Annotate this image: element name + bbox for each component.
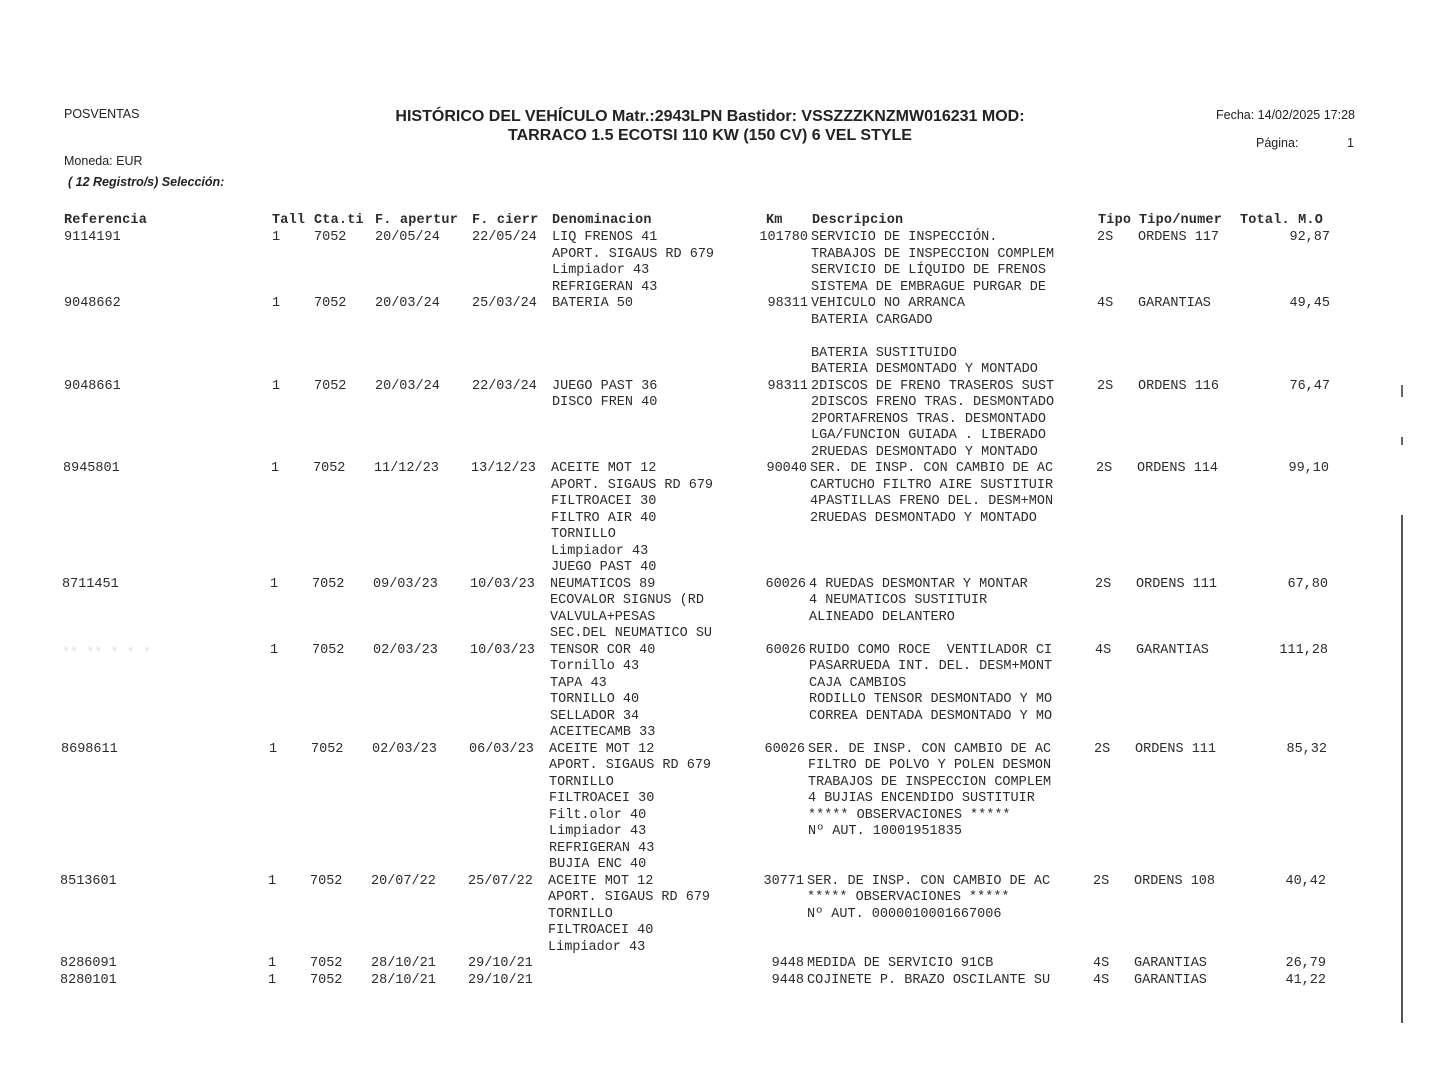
- total-cell: 49,45: [1289, 296, 1330, 311]
- total-cell: 92,87: [1289, 230, 1330, 245]
- km-cell: 60026: [765, 642, 806, 658]
- apertura-date-cell: 09/03/23: [373, 576, 438, 592]
- denominacion-line: APORT. SIGAUS RD 679: [548, 890, 711, 905]
- currency-label: Moneda: EUR: [64, 154, 143, 168]
- km-cell: 98311: [767, 378, 808, 394]
- descripcion-line: 2DISCOS DE FRENO TRASEROS SUST: [811, 378, 1055, 394]
- denominacion-line: ACEITECAMB 33: [550, 725, 656, 740]
- tipo-numero-cell: GARANTIAS: [1138, 296, 1211, 311]
- descripcion-line: RUIDO COMO ROCE VENTILADOR CI: [809, 642, 1053, 658]
- tipo-numero-cell: GARANTIAS: [1134, 972, 1207, 988]
- apertura-date-cell: 20/07/22: [371, 873, 436, 889]
- tall-cell: 1: [268, 972, 277, 988]
- denominacion-line: BUJIA ENC 40: [549, 857, 647, 872]
- denominacion-line: Limpiador 43: [549, 824, 647, 839]
- descripcion-line: RODILLO TENSOR DESMONTADO Y MO: [809, 692, 1053, 707]
- denominacion-line: ECOVALOR SIGNUS (RD: [550, 593, 704, 608]
- denominacion-line: TAPA 43: [550, 675, 607, 691]
- reference-cell: 8513601: [60, 873, 117, 889]
- cta-cell: 7052: [310, 873, 343, 889]
- total-cell: 41,22: [1285, 972, 1326, 988]
- col-header-tall: Tall: [272, 213, 306, 228]
- descripcion-line: 2DISCOS FRENO TRAS. DESMONTADO: [811, 395, 1055, 410]
- denominacion-line: JUEGO PAST 40: [551, 560, 657, 575]
- apertura-date-cell: 02/03/23: [372, 741, 437, 757]
- apertura-date-cell: 28/10/21: [371, 972, 436, 988]
- reference-cell: 8945801: [63, 461, 120, 476]
- tall-cell: 1: [269, 741, 278, 757]
- col-header-descripcion: Descripcion: [812, 213, 904, 228]
- scan-mark: [1401, 385, 1403, 397]
- apertura-date-cell: 28/10/21: [371, 956, 436, 971]
- descripcion-line: 4PASTILLAS FRENO DEL. DESM+MON: [810, 494, 1054, 509]
- denominacion-line: NEUMATICOS 89: [550, 576, 656, 592]
- tipo-cell: 4S: [1093, 972, 1110, 988]
- tipo-numero-cell: ORDENS 114: [1137, 461, 1219, 476]
- col-header-cta: Cta.ti: [314, 213, 364, 228]
- descripcion-line: CARTUCHO FILTRO AIRE SUSTITUIR: [810, 477, 1054, 493]
- tall-cell: 1: [268, 873, 277, 889]
- col-header-denominacion: Denominacion: [552, 213, 652, 228]
- reference-cell: 8711451: [62, 576, 119, 592]
- denominacion-line: SEC.DEL NEUMATICO SU: [550, 626, 713, 641]
- cierre-date-cell: 29/10/21: [468, 956, 533, 971]
- denominacion-line: SELLADOR 34: [550, 708, 640, 724]
- cierre-date-cell: 10/03/23: [470, 576, 535, 592]
- descripcion-line: BATERIA DESMONTADO Y MONTADO: [811, 362, 1038, 377]
- km-cell: 9448: [771, 972, 804, 988]
- descripcion-line: SERVICIO DE INSPECCIÓN.: [811, 230, 998, 245]
- denominacion-line: FILTROACEI 40: [548, 923, 654, 938]
- redacted-reference: ·· ·· · · ·: [62, 642, 152, 658]
- total-cell: 26,79: [1285, 956, 1326, 971]
- cta-cell: 7052: [314, 230, 347, 245]
- col-header-total: Total. M.O: [1240, 213, 1324, 228]
- denominacion-line: ACEITE MOT 12: [548, 873, 654, 889]
- descripcion-line: VEHICULO NO ARRANCA: [811, 296, 965, 311]
- tipo-cell: 2S: [1097, 230, 1114, 245]
- apertura-date-cell: 20/03/24: [375, 296, 440, 311]
- descripcion-line: Nº AUT. 10001951835: [808, 824, 962, 839]
- cierre-date-cell: 25/07/22: [468, 873, 533, 889]
- descripcion-line: LGA/FUNCION GUIADA . LIBERADO: [811, 428, 1046, 443]
- km-cell: 30771: [763, 873, 804, 889]
- denominacion-line: LIQ FRENOS 41: [552, 230, 658, 245]
- cierre-date-cell: 25/03/24: [472, 296, 537, 311]
- descripcion-line: ALINEADO DELANTERO: [809, 609, 955, 625]
- descripcion-line: COJINETE P. BRAZO OSCILANTE SU: [807, 972, 1051, 988]
- descripcion-line: 4 BUJIAS ENCENDIDO SUSTITUIR: [808, 791, 1035, 806]
- total-cell: 67,80: [1287, 576, 1328, 592]
- cta-cell: 7052: [313, 461, 346, 476]
- denominacion-line: VALVULA+PESAS: [550, 609, 656, 625]
- col-header-tipo: Tipo: [1098, 213, 1132, 228]
- cta-cell: 7052: [312, 576, 345, 592]
- tall-cell: 1: [271, 461, 280, 476]
- cierre-date-cell: 29/10/21: [468, 972, 533, 988]
- tipo-cell: 4S: [1093, 956, 1110, 971]
- descripcion-line: 4 RUEDAS DESMONTAR Y MONTAR: [809, 576, 1028, 592]
- cta-cell: 7052: [314, 296, 347, 311]
- descripcion-line: SER. DE INSP. CON CAMBIO DE AC: [810, 461, 1054, 476]
- cierre-date-cell: 22/03/24: [472, 378, 537, 394]
- denominacion-line: FILTROACEI 30: [551, 494, 657, 509]
- descripcion-line: TRABAJOS DE INSPECCION COMPLEM: [808, 774, 1052, 790]
- denominacion-line: APORT. SIGAUS RD 679: [549, 758, 712, 773]
- km-cell: 60026: [764, 741, 805, 757]
- page-number: 1: [1347, 136, 1354, 150]
- cierre-date-cell: 10/03/23: [470, 642, 535, 658]
- report-date: Fecha: 14/02/2025 17:28: [1215, 108, 1355, 122]
- col-header-tipo-numero: Tipo/numer: [1139, 213, 1223, 228]
- denominacion-line: APORT. SIGAUS RD 679: [551, 477, 714, 493]
- cierre-date-cell: 22/05/24: [472, 230, 537, 245]
- descripcion-line: ***** OBSERVACIONES *****: [807, 890, 1010, 905]
- km-cell: 90040: [766, 461, 807, 476]
- record-count: ( 12 Registro/s) Selección:: [68, 175, 225, 189]
- tall-cell: 1: [270, 576, 279, 592]
- denominacion-line: Limpiador 43: [552, 263, 650, 278]
- app-name: POSVENTAS: [64, 107, 140, 121]
- reference-cell: 8698611: [61, 741, 118, 757]
- cta-cell: 7052: [312, 642, 345, 658]
- descripcion-line: CORREA DENTADA DESMONTADO Y MO: [809, 708, 1053, 724]
- tipo-cell: 2S: [1096, 461, 1113, 476]
- cta-cell: 7052: [314, 378, 347, 394]
- denominacion-line: APORT. SIGAUS RD 679: [552, 246, 715, 262]
- denominacion-line: REFRIGERAN 43: [549, 840, 655, 856]
- total-cell: 40,42: [1285, 873, 1326, 889]
- denominacion-line: TORNILLO: [551, 527, 616, 542]
- descripcion-line: PASARRUEDA INT. DEL. DESM+MONT: [809, 659, 1053, 674]
- descripcion-line: SER. DE INSP. CON CAMBIO DE AC: [808, 741, 1052, 757]
- descripcion-line: 2RUEDAS DESMONTADO Y MONTADO: [811, 444, 1038, 460]
- descripcion-line: Nº AUT. 0000010001667006: [807, 906, 1002, 922]
- title-line-1: HISTÓRICO DEL VEHÍCULO Matr.:2943LPN Bastidor: VSSZZZKNZMW016231 MOD:: [395, 108, 1025, 125]
- denominacion-line: BATERIA 50: [552, 296, 634, 311]
- tall-cell: 1: [270, 642, 279, 658]
- denominacion-line: TORNILLO: [549, 774, 614, 790]
- reference-cell: 8280101: [60, 972, 117, 988]
- reference-cell: 9048662: [64, 296, 121, 311]
- cierre-date-cell: 13/12/23: [471, 461, 536, 476]
- denominacion-line: JUEGO PAST 36: [552, 378, 658, 394]
- descripcion-line: SERVICIO DE LÍQUIDO DE FRENOS: [811, 263, 1046, 278]
- tall-cell: 1: [272, 230, 281, 245]
- tipo-numero-cell: GARANTIAS: [1134, 956, 1207, 971]
- km-cell: 98311: [767, 296, 808, 311]
- denominacion-line: DISCO FREN 40: [552, 395, 658, 410]
- descripcion-line: BATERIA CARGADO: [811, 312, 933, 328]
- denominacion-line: REFRIGERAN 43: [552, 279, 658, 295]
- reference-cell: 8286091: [60, 956, 117, 971]
- denominacion-line: TENSOR COR 40: [550, 642, 656, 658]
- denominacion-line: Limpiador 43: [548, 939, 646, 955]
- tipo-cell: 4S: [1097, 296, 1114, 311]
- scan-mark: [1401, 437, 1403, 445]
- tipo-numero-cell: ORDENS 116: [1138, 378, 1220, 394]
- reference-cell: 9048661: [64, 378, 121, 394]
- tall-cell: 1: [268, 956, 277, 971]
- km-cell: 9448: [771, 956, 804, 971]
- descripcion-line: SISTEMA DE EMBRAGUE PURGAR DE: [811, 279, 1046, 295]
- km-cell: 101780: [759, 230, 808, 245]
- tipo-numero-cell: ORDENS 111: [1136, 576, 1218, 592]
- descripcion-line: ***** OBSERVACIONES *****: [808, 807, 1011, 823]
- tipo-cell: 2S: [1097, 378, 1114, 394]
- tall-cell: 1: [272, 296, 281, 311]
- denominacion-line: Tornillo 43: [550, 659, 640, 674]
- tipo-cell: 2S: [1095, 576, 1112, 592]
- title-line-2: TARRACO 1.5 ECOTSI 110 KW (150 CV) 6 VEL STYLE: [508, 127, 912, 144]
- denominacion-line: TORNILLO: [548, 906, 613, 922]
- apertura-date-cell: 20/03/24: [375, 378, 440, 394]
- page-label: Página:: [1256, 136, 1299, 150]
- km-cell: 60026: [765, 576, 806, 592]
- descripcion-line: 2RUEDAS DESMONTADO Y MONTADO: [810, 510, 1037, 526]
- total-cell: 85,32: [1286, 741, 1327, 757]
- descripcion-line: CAJA CAMBIOS: [809, 675, 907, 691]
- col-header-referencia: Referencia: [64, 213, 148, 228]
- total-cell: 76,47: [1289, 378, 1330, 394]
- cta-cell: 7052: [310, 956, 343, 971]
- descripcion-line: 2PORTAFRENOS TRAS. DESMONTADO: [811, 411, 1046, 427]
- tipo-cell: 4S: [1095, 642, 1112, 658]
- tipo-numero-cell: GARANTIAS: [1136, 642, 1209, 658]
- apertura-date-cell: 02/03/23: [373, 642, 438, 658]
- descripcion-line: TRABAJOS DE INSPECCION COMPLEM: [811, 246, 1055, 262]
- descripcion-line: SER. DE INSP. CON CAMBIO DE AC: [807, 873, 1051, 889]
- denominacion-line: FILTROACEI 30: [549, 791, 655, 806]
- reference-cell: 9114191: [64, 230, 121, 245]
- total-cell: 99,10: [1288, 461, 1329, 476]
- tipo-numero-cell: ORDENS 108: [1134, 873, 1216, 889]
- descripcion-line: MEDIDA DE SERVICIO 91CB: [807, 956, 994, 971]
- denominacion-line: TORNILLO 40: [550, 692, 640, 707]
- descripcion-line: BATERIA SUSTITUIDO: [811, 345, 957, 361]
- denominacion-line: ACEITE MOT 12: [551, 461, 657, 476]
- tipo-numero-cell: ORDENS 111: [1135, 741, 1217, 757]
- denominacion-line: Filt.olor 40: [549, 807, 647, 823]
- denominacion-line: FILTRO AIR 40: [551, 510, 657, 526]
- total-cell: 111,28: [1279, 642, 1328, 658]
- cierre-date-cell: 06/03/23: [469, 741, 534, 757]
- col-header-km: Km: [766, 213, 783, 228]
- apertura-date-cell: 11/12/23: [374, 461, 439, 476]
- descripcion-line: FILTRO DE POLVO Y POLEN DESMON: [808, 758, 1052, 773]
- descripcion-line: 4 NEUMATICOS SUSTITUIR: [809, 593, 988, 608]
- tall-cell: 1: [272, 378, 281, 394]
- tipo-numero-cell: ORDENS 117: [1138, 230, 1220, 245]
- col-header-apertura: F. apertur: [375, 213, 459, 228]
- denominacion-line: ACEITE MOT 12: [549, 741, 655, 757]
- scan-edge-line: [1401, 515, 1403, 1023]
- denominacion-line: Limpiador 43: [551, 543, 649, 559]
- apertura-date-cell: 20/05/24: [375, 230, 440, 245]
- cta-cell: 7052: [311, 741, 344, 757]
- col-header-cierre: F. cierr: [472, 213, 539, 228]
- tipo-cell: 2S: [1093, 873, 1110, 889]
- cta-cell: 7052: [310, 972, 343, 988]
- tipo-cell: 2S: [1094, 741, 1111, 757]
